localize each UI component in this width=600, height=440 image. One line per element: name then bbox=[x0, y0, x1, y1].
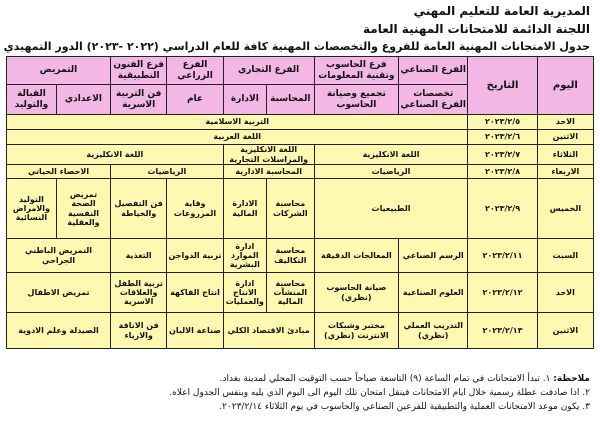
row-date: ٢٠٢٣/٢/٩ bbox=[468, 179, 537, 239]
row-day: الثلاثاء bbox=[537, 145, 593, 165]
exam-cell: مبادئ الاقتصاد الكلي bbox=[223, 313, 314, 349]
directorate-title: المديرية العامة للتعليم المهني bbox=[413, 4, 590, 18]
table-row bbox=[7, 130, 594, 145]
committee-title: اللجنة الدائمة للامتحانات المهنية العامة bbox=[363, 22, 590, 36]
exam-cell: اللغة الانكليزية والمراسلات التجارية bbox=[223, 145, 314, 165]
row-day: الاحد bbox=[537, 115, 593, 130]
exam-cell: صيانة الحاسوب (نظري) bbox=[314, 273, 398, 313]
row-day: السبت bbox=[537, 239, 593, 273]
table-row bbox=[7, 179, 594, 239]
exam-cell: الادارة المالية bbox=[223, 179, 266, 239]
sub-administration: الادارة bbox=[223, 85, 266, 115]
exam-cell: الرياضيات bbox=[314, 165, 468, 179]
date-header: التاريخ bbox=[468, 57, 537, 115]
exam-cell: تربية الدواجن bbox=[167, 239, 223, 273]
row-date: ٢٠٢٣/٢/٥ bbox=[468, 115, 537, 130]
exam-cell: فن الاناقة والازياء bbox=[111, 313, 167, 349]
row-date: ٢٠٢٣/٢/٦ bbox=[468, 130, 537, 145]
exam-schedule-table bbox=[6, 56, 594, 349]
exam-cell: مختبر وشبكات الانترنت (نظري) bbox=[314, 313, 398, 349]
exam-cell: تربية الطفل والعلاقات الاسرية bbox=[111, 273, 167, 313]
row-date: ٢٠٢٣/٢/٨ bbox=[468, 165, 537, 179]
row-day: الاثنين bbox=[537, 313, 593, 349]
row-day: الاثنين bbox=[537, 130, 593, 145]
exam-cell: التوليد والامراض النسائية bbox=[7, 179, 57, 239]
exam-cell: ادارة الانتاج والعمليات bbox=[223, 273, 266, 313]
schedule-title: جدول الامتحانات المهنية العامة للفروع والتخصصات المهنية كافة للعام الدراسي (٢٠٢٢ -٢٠٢٣) الدور التمهيدي bbox=[3, 40, 590, 53]
branch-agricultural: الفرع الزراعي bbox=[167, 57, 223, 85]
exam-cell: التربية الاسلامية bbox=[7, 115, 468, 130]
exam-cell: الاحصاء الحياتي bbox=[7, 165, 111, 179]
exam-cell: وقاية المزروعات bbox=[167, 179, 223, 239]
branch-commercial: الفرع التجاري bbox=[223, 57, 314, 85]
exam-cell: ادارة الموارد البشرية bbox=[223, 239, 266, 273]
row-day: الاحد bbox=[537, 273, 593, 313]
exam-cell: المحاسبة الادارية bbox=[223, 165, 314, 179]
exam-cell: التغذية bbox=[111, 239, 167, 273]
row-date: ٢٠٢٣/٢/١١ bbox=[468, 239, 537, 273]
notes-section bbox=[10, 372, 590, 414]
row-day: الاربعاء bbox=[537, 165, 593, 179]
row-date: ٢٠٢٣/٢/١٢ bbox=[468, 273, 537, 313]
branch-nursing: التمريض bbox=[7, 57, 111, 85]
table-row bbox=[7, 165, 594, 179]
day-header: اليوم bbox=[537, 57, 593, 115]
branch-industrial: الفرع الصناعي bbox=[399, 57, 468, 85]
exam-cell: محاسبة المنشآت المالية bbox=[266, 273, 314, 313]
sub-computer: تجميع وصيانة الحاسوب bbox=[314, 85, 398, 115]
note-2: ٢. اذا صادفت عطلة رسمية خلال ايام الامتحانات فينقل امتحان تلك اليوم الى اليوم الذي يليه وبنفس الجدول اعلاه. bbox=[169, 388, 590, 398]
table-row bbox=[7, 313, 594, 349]
exam-cell: اللغة الانكليزية bbox=[314, 145, 468, 165]
exam-cell: الطبيعيات bbox=[314, 179, 468, 239]
sub-preparatory: الاعدادي bbox=[56, 85, 110, 115]
exam-cell: اللغة العربية bbox=[7, 130, 468, 145]
exam-cell: تمريض الاطفال bbox=[7, 273, 111, 313]
sub-industrial: تخصصات الفرع الصناعي bbox=[399, 85, 468, 115]
exam-cell: اللغة الانكليزية bbox=[7, 145, 224, 165]
row-date: ٢٠٢٣/٢/١٣ bbox=[468, 313, 537, 349]
exam-cell: العلوم الصناعية bbox=[399, 273, 468, 313]
table-row bbox=[7, 239, 594, 273]
exam-cell: الصيدلة وعلم الادوية bbox=[7, 313, 111, 349]
exam-cell: الرسم الصناعي bbox=[399, 239, 468, 273]
notes-label: ملاحظة: bbox=[553, 374, 590, 384]
note-3: ٣. يكون موعد الامتحانات العملية والتطبيقية للفرعين الصناعي والحاسوب في يوم الثلاثاء ٢٠٢٣/٢/١٤. bbox=[219, 402, 590, 412]
exam-cell: محاسبة التكاليف bbox=[266, 239, 314, 273]
exam-cell: محاسبة الشركات bbox=[266, 179, 314, 239]
branch-applied-arts: فرع الفنون التطبيقية bbox=[111, 57, 167, 85]
exam-cell: التدريب العملي (نظري) bbox=[399, 313, 468, 349]
sub-accounting: المحاسبة bbox=[266, 85, 314, 115]
sub-family-ed: فن التربية الاسرية bbox=[111, 85, 167, 115]
exam-cell: المعالجات الدقيقة bbox=[314, 239, 398, 273]
row-date: ٢٠٢٣/٢/٧ bbox=[468, 145, 537, 165]
exam-cell: الرياضيات bbox=[111, 165, 224, 179]
row-day: الخميس bbox=[537, 179, 593, 239]
note-1: ١. تبدأ الامتحانات في تمام الساعة (٩) التاسعة صباحاً حسب التوقيت المحلي لمدينة بغداد. bbox=[219, 374, 551, 384]
branch-computer: فرع الحاسوب وتقنية المعلومات bbox=[314, 57, 398, 85]
exam-cell: صناعة الالبان bbox=[167, 313, 223, 349]
exam-cell: انتاج الفاكهة bbox=[167, 273, 223, 313]
sub-midwifery: القبالة والتوليد bbox=[7, 85, 57, 115]
exam-cell: فن التفصيل والخياطة bbox=[111, 179, 167, 239]
table-row bbox=[7, 273, 594, 313]
table-row bbox=[7, 145, 594, 165]
sub-general: عام bbox=[167, 85, 223, 115]
exam-cell: تمريض الصحة النفسية والعقلية bbox=[56, 179, 110, 239]
exam-cell: التمريض الباطني الجراحي bbox=[7, 239, 111, 273]
table-row bbox=[7, 115, 594, 130]
